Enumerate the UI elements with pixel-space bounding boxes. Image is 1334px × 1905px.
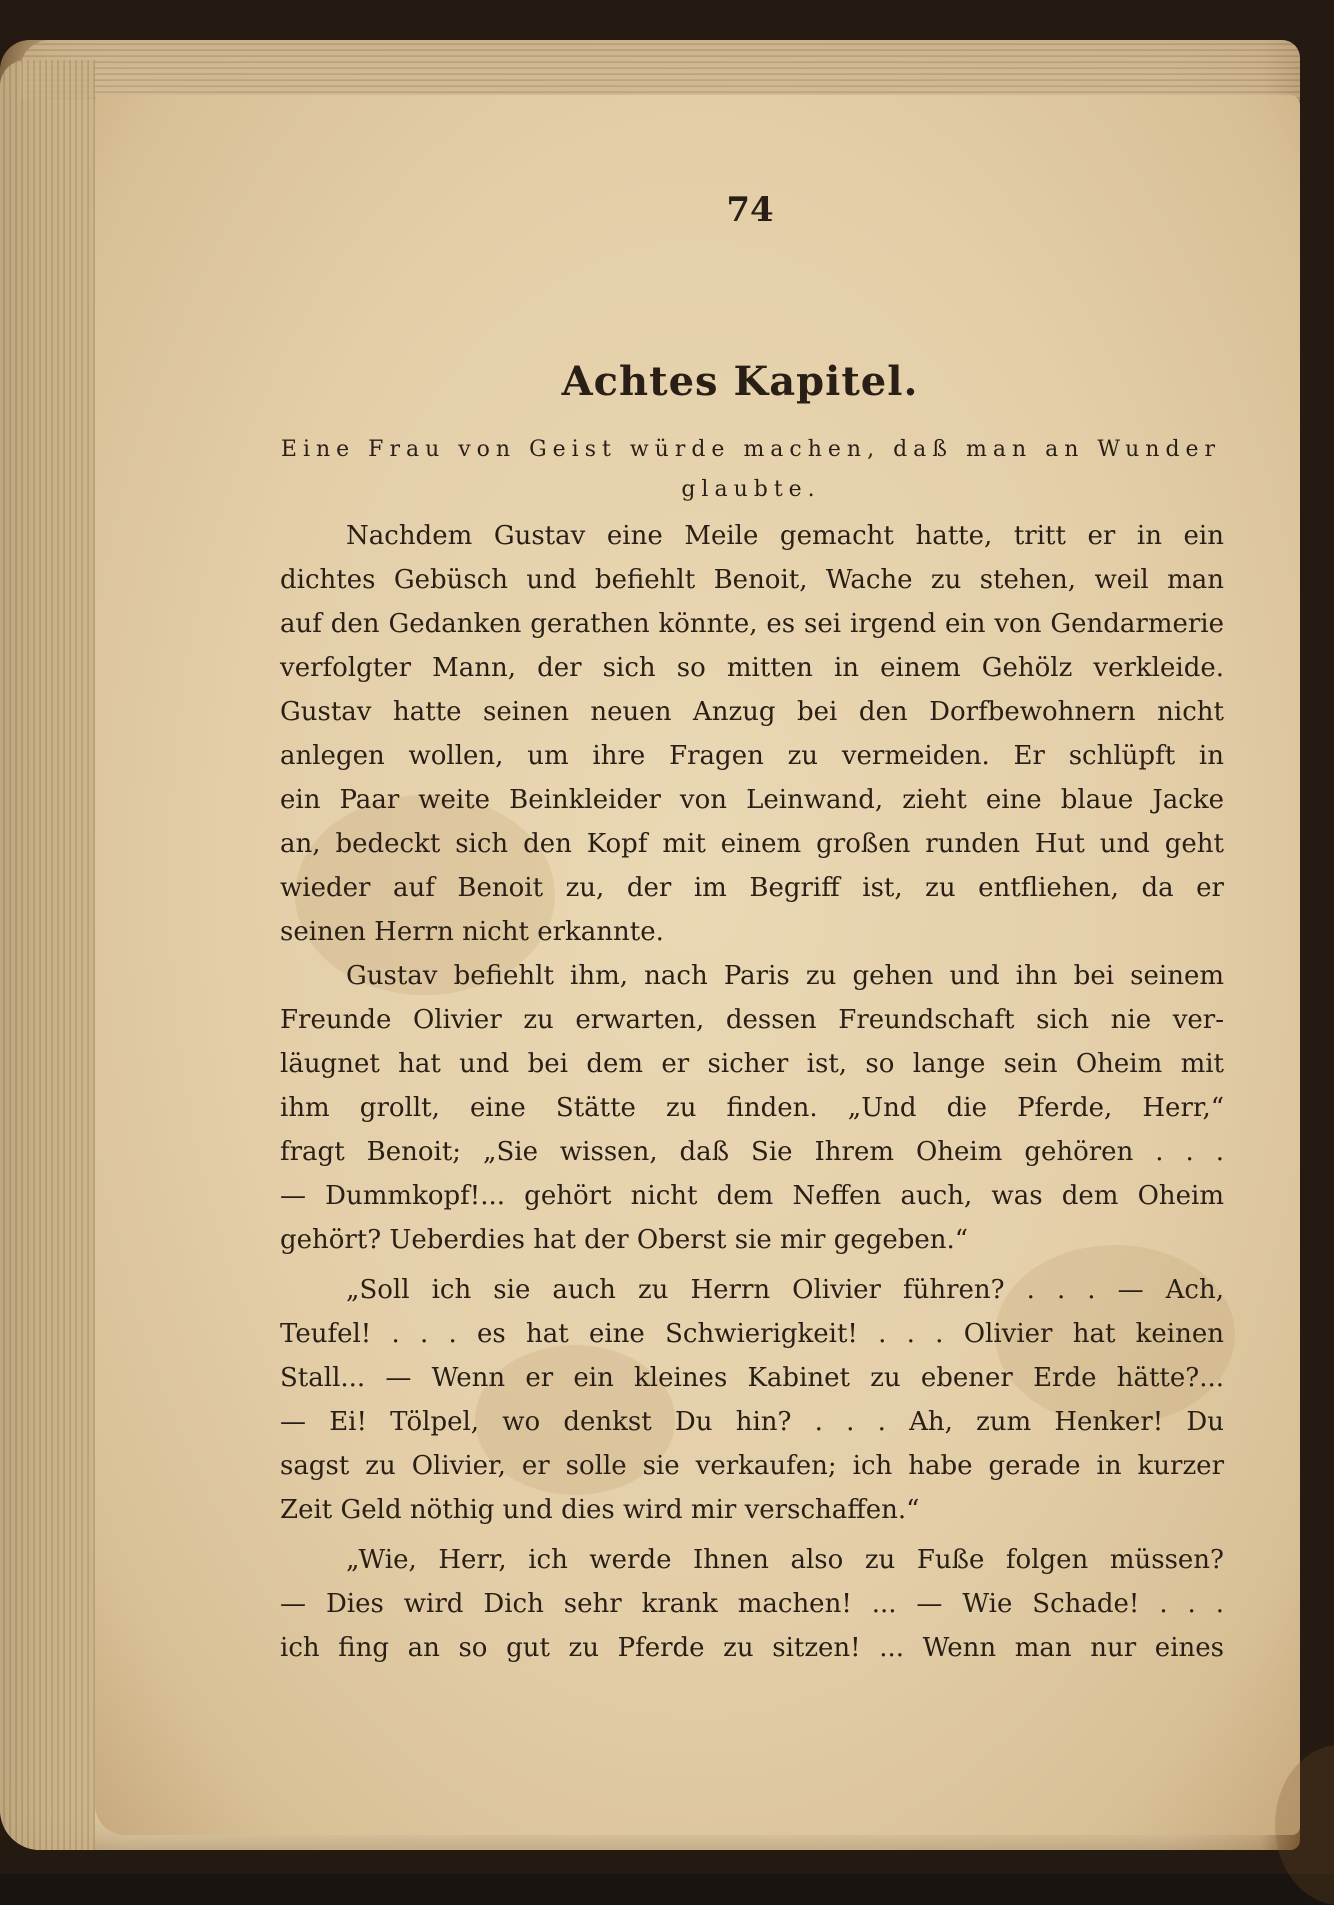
paper-stain bbox=[1275, 1745, 1334, 1905]
text-line: — Dies wird Dich sehr krank machen! ... — Wie Schade! . . . bbox=[280, 1589, 1224, 1619]
text-line: verfolgter Mann, der sich so mitten in einem Gehölz verkleide. bbox=[280, 653, 1224, 683]
text-line: Zeit Geld nöthig und dies wird mir verschaffen.“ bbox=[280, 1495, 920, 1525]
text-line: an, bedeckt sich den Kopf mit einem großen runden Hut und geht bbox=[280, 829, 1224, 859]
text-line: wieder auf Benoit zu, der im Begriff ist, zu entfliehen, da er bbox=[280, 873, 1224, 903]
text-line: dichtes Gebüsch und befiehlt Benoit, Wache zu stehen, weil man bbox=[280, 565, 1224, 595]
page-edges-left bbox=[0, 60, 95, 1850]
text-line: „Wie, Herr, ich werde Ihnen also zu Fuße folgen müssen? bbox=[346, 1545, 1224, 1575]
text-line: Gustav befiehlt ihm, nach Paris zu gehen und ihn bei seinem bbox=[346, 961, 1224, 991]
text-line: läugnet hat und bei dem er sicher ist, so lange sein Oheim mit bbox=[280, 1049, 1224, 1079]
text-line: gehört? Ueberdies hat der Oberst sie mir gegeben.“ bbox=[280, 1225, 969, 1255]
page-number: 74 bbox=[726, 190, 774, 230]
text-line: Stall... — Wenn er ein kleines Kabinet zu ebener Erde hätte?... bbox=[280, 1363, 1224, 1393]
chapter-title: Achtes Kapitel. bbox=[561, 358, 919, 405]
text-line: — Ei! Tölpel, wo denkst Du hin? . . . Ah, zum Henker! Du bbox=[280, 1407, 1224, 1437]
chapter-subtitle: Eine Frau von Geist würde machen, daß man an Wunder glaubte. bbox=[280, 437, 1222, 502]
text-line: ihm grollt, eine Stätte zu finden. „Und die Pferde, Herr,“ bbox=[280, 1093, 1224, 1123]
text-line: Nachdem Gustav eine Meile gemacht hatte, tritt er in ein bbox=[346, 521, 1224, 551]
text-line: sagst zu Olivier, er solle sie verkaufen; ich habe gerade in kurzer bbox=[280, 1451, 1224, 1481]
text-line: ich fing an so gut zu Pferde zu sitzen! ... Wenn man nur eines bbox=[280, 1633, 1224, 1663]
text-line: „Soll ich sie auch zu Herrn Olivier führen? . . . — Ach, bbox=[346, 1275, 1224, 1305]
text-line: anlegen wollen, um ihre Fragen zu vermeiden. Er schlüpft in bbox=[280, 741, 1224, 771]
text-line: seinen Herrn nicht erkannte. bbox=[280, 917, 664, 947]
text-line: Teufel! . . . es hat eine Schwierigkeit! . . . Olivier hat keinen bbox=[280, 1319, 1224, 1349]
text-line: fragt Benoit; „Sie wissen, daß Sie Ihrem Oheim gehören . . . bbox=[280, 1137, 1224, 1167]
text-line: auf den Gedanken gerathen könnte, es sei irgend ein von Gendarmerie bbox=[280, 609, 1224, 639]
text-line: ein Paar weite Beinkleider von Leinwand, zieht eine blaue Jacke bbox=[280, 785, 1224, 815]
text-line: Freunde Olivier zu erwarten, dessen Freundschaft sich nie ver- bbox=[280, 1005, 1224, 1035]
text-line: Gustav hatte seinen neuen Anzug bei den Dorfbewohnern nicht bbox=[280, 697, 1224, 727]
text-line: — Dummkopf!... gehört nicht dem Neffen auch, was dem Oheim bbox=[280, 1181, 1224, 1211]
page-edges-top bbox=[20, 40, 1300, 100]
